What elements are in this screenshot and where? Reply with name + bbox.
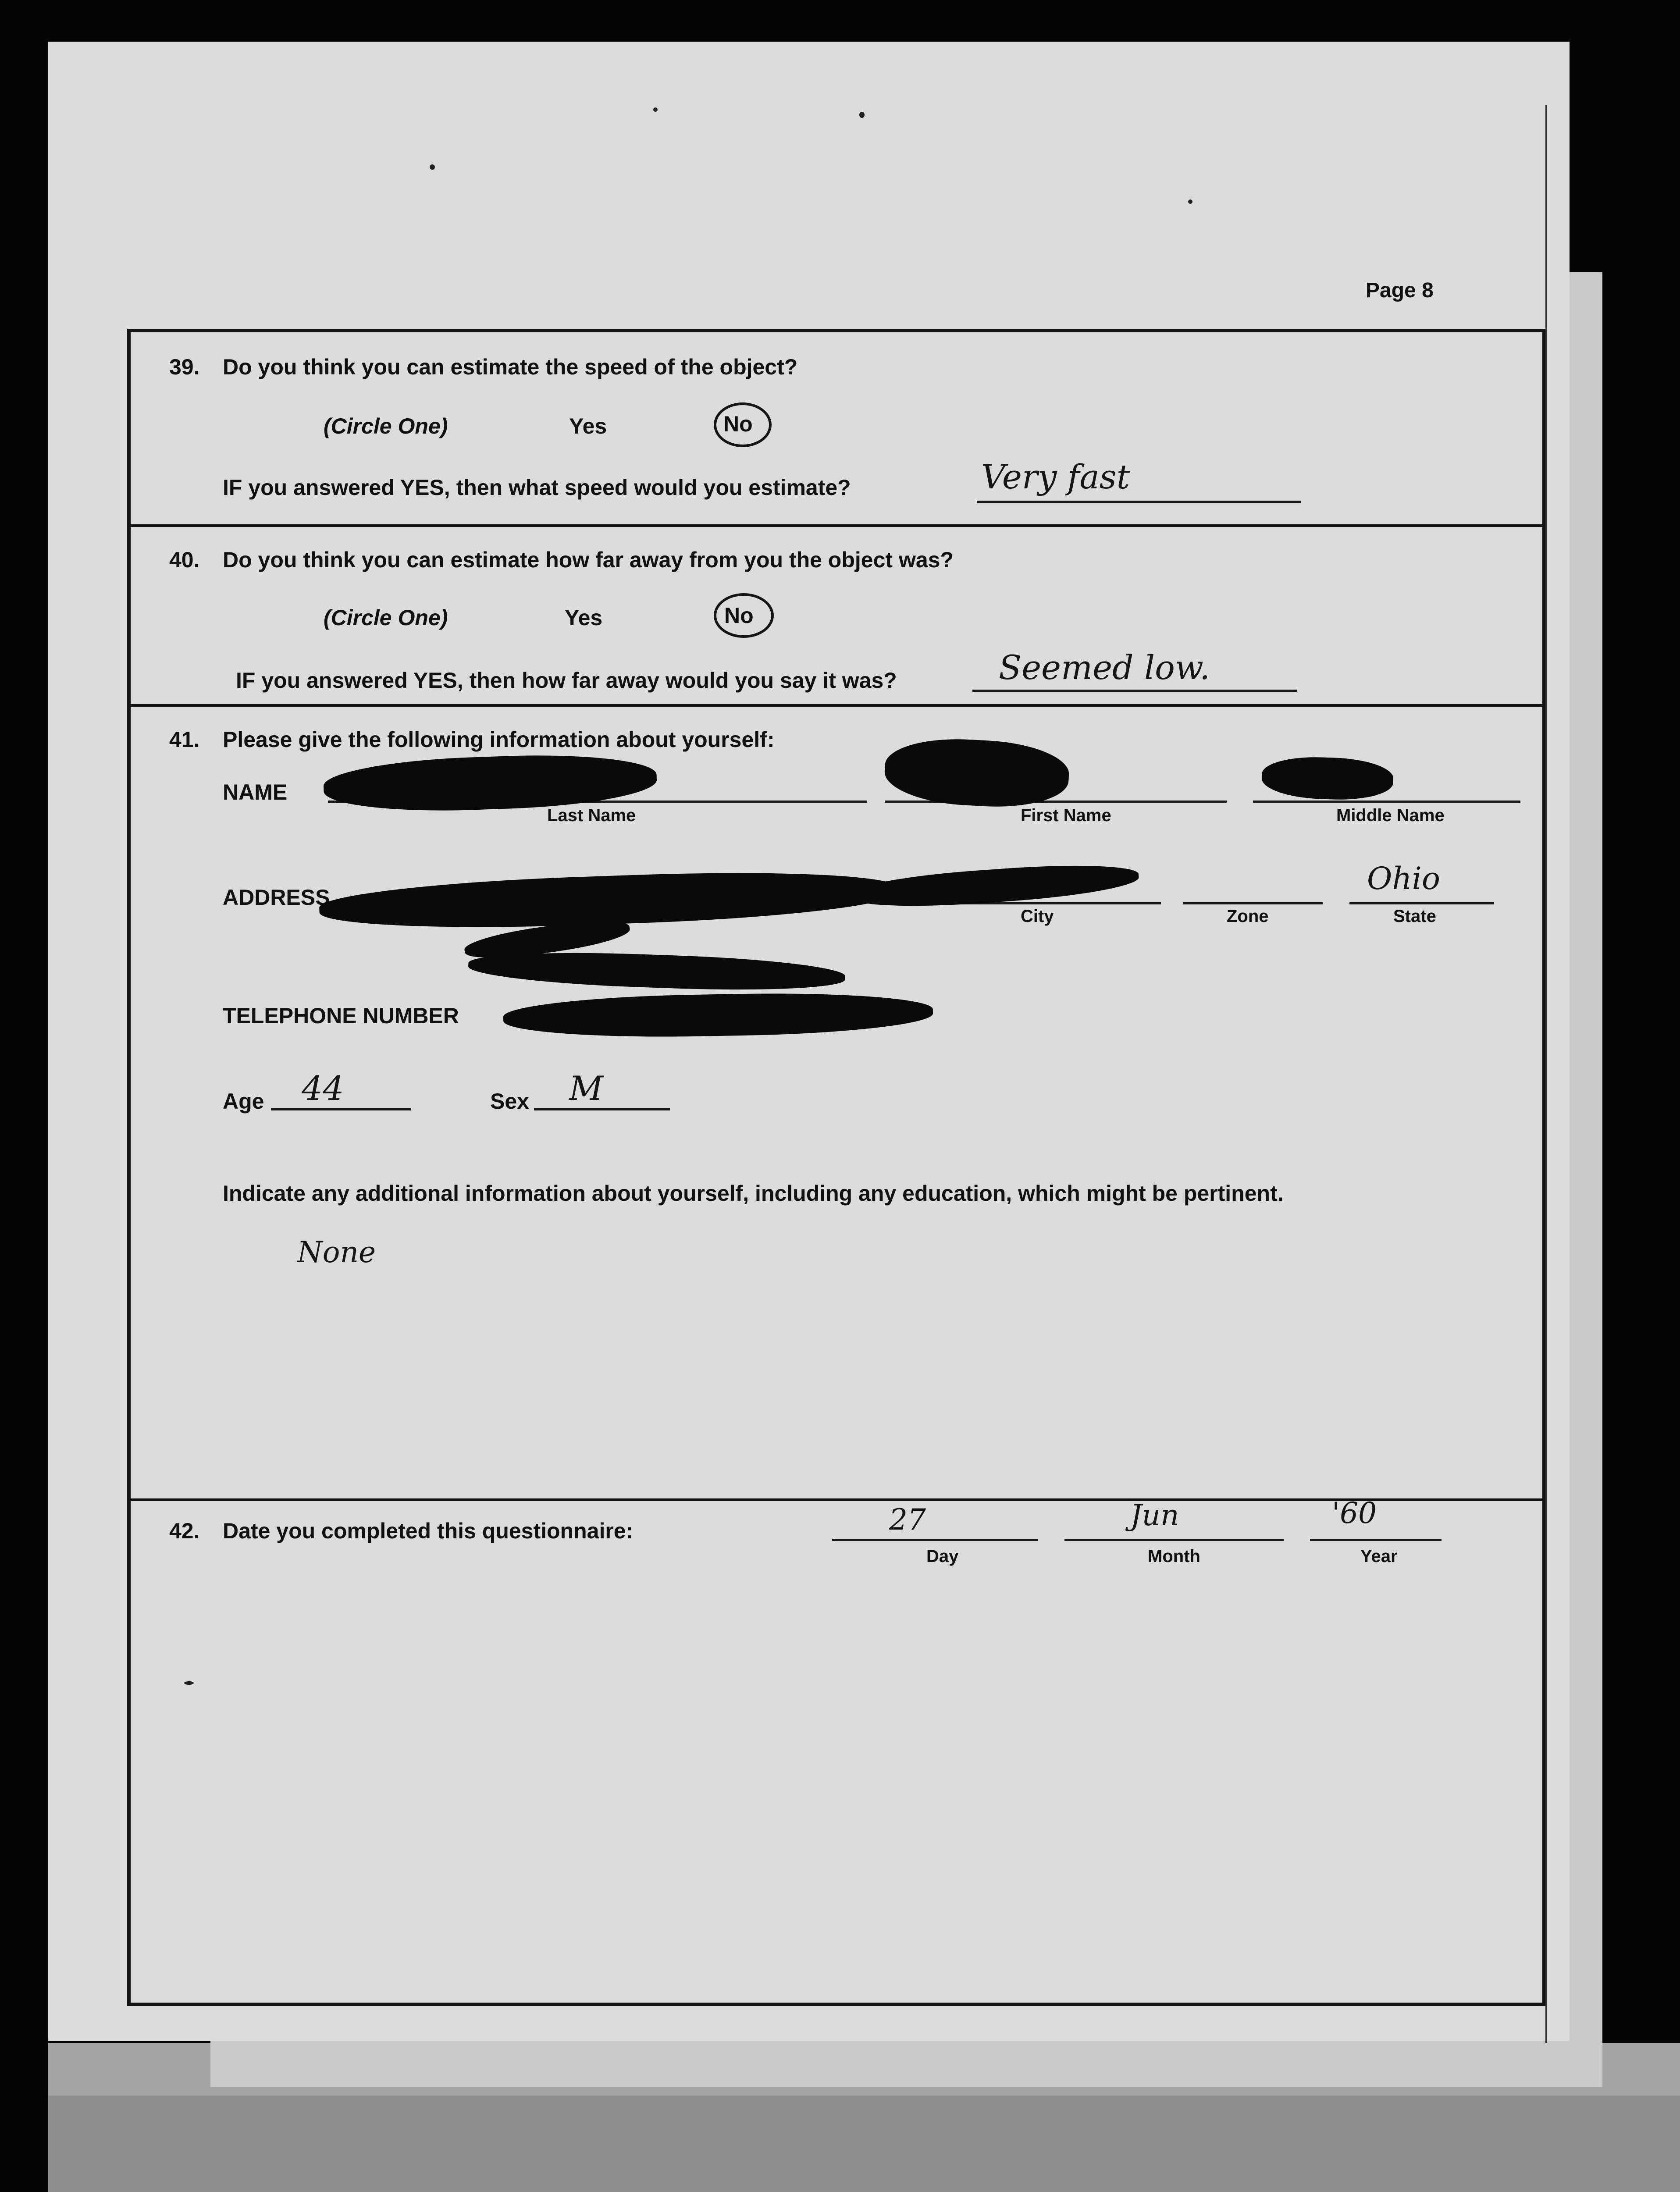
q40-followup: IF you answered YES, then how far away would you say it was? — [236, 668, 897, 693]
q41-question: Please give the following information about yourself: — [223, 727, 775, 752]
q42-number: 42. — [169, 1519, 200, 1543]
q40-yes-option[interactable]: Yes — [565, 605, 603, 630]
month-value[interactable]: Jun — [1130, 1498, 1179, 1532]
q39-followup: IF you answered YES, then what speed would you estimate? — [223, 475, 851, 500]
day-label: Day — [926, 1547, 959, 1566]
speck — [653, 107, 658, 112]
age-value[interactable]: 44 — [302, 1069, 344, 1108]
state-value[interactable]: Ohio — [1367, 861, 1441, 897]
year-label: Year — [1360, 1547, 1398, 1566]
year-line — [1310, 1539, 1442, 1541]
section-divider — [131, 704, 1542, 707]
redacted-telephone — [503, 990, 933, 1039]
q39-number: 39. — [169, 355, 200, 379]
q39-yes-option[interactable]: Yes — [569, 414, 607, 438]
page-number: Page 8 — [1366, 279, 1434, 302]
q40-no-option[interactable]: No — [724, 603, 754, 628]
sheet-edge-line — [1545, 105, 1547, 2043]
first-name-label: First Name — [1021, 806, 1111, 825]
state-label: State — [1393, 907, 1436, 926]
q40-answer[interactable]: Seemed low. — [999, 648, 1210, 687]
q40-question: Do you think you can estimate how far away from you the object was? — [223, 548, 954, 572]
sex-line — [534, 1108, 670, 1110]
telephone-label: TELEPHONE NUMBER — [223, 1003, 459, 1028]
q39-circle-one: (Circle One) — [324, 414, 448, 438]
q39-answer[interactable]: Very fast — [981, 457, 1130, 496]
name-label: NAME — [223, 780, 288, 804]
redacted-first-name — [883, 735, 1070, 811]
form-page — [48, 42, 1570, 2041]
last-name-label: Last Name — [547, 806, 636, 825]
q40-number: 40. — [169, 548, 200, 572]
redacted-address-scribble — [468, 948, 846, 994]
section-divider — [131, 1498, 1542, 1501]
section-divider — [131, 524, 1542, 527]
speck — [1188, 199, 1192, 204]
age-label: Age — [223, 1089, 264, 1114]
month-label: Month — [1148, 1547, 1200, 1566]
q40-circle-one: (Circle One) — [324, 605, 448, 630]
day-line — [832, 1539, 1038, 1541]
sex-value[interactable]: M — [569, 1069, 603, 1108]
speck — [430, 164, 435, 170]
q41-number: 41. — [169, 727, 200, 752]
redacted-middle-name — [1261, 755, 1394, 801]
q39-no-option[interactable]: No — [723, 412, 753, 436]
questionnaire-frame — [127, 329, 1546, 2006]
city-label: City — [1021, 907, 1054, 926]
zone-label: Zone — [1227, 907, 1269, 926]
q39-answer-line — [977, 501, 1301, 503]
additional-info-prompt: Indicate any additional information about yourself, including any education, which might be pertinent. — [223, 1181, 1284, 1206]
sex-label: Sex — [490, 1089, 529, 1114]
speck — [859, 112, 865, 118]
month-line — [1064, 1539, 1284, 1541]
middle-name-label: Middle Name — [1336, 806, 1445, 825]
day-value[interactable]: 27 — [889, 1503, 926, 1537]
zone-line — [1183, 902, 1323, 904]
q40-answer-line — [972, 690, 1297, 692]
year-value[interactable]: '60 — [1332, 1496, 1377, 1530]
middle-name-line — [1253, 801, 1520, 803]
q42-question: Date you completed this questionnaire: — [223, 1519, 634, 1543]
address-label: ADDRESS — [223, 885, 330, 910]
additional-info-value[interactable]: None — [297, 1235, 376, 1269]
age-line — [271, 1108, 411, 1110]
state-line — [1349, 902, 1494, 904]
q39-question: Do you think you can estimate the speed of the object? — [223, 355, 798, 379]
